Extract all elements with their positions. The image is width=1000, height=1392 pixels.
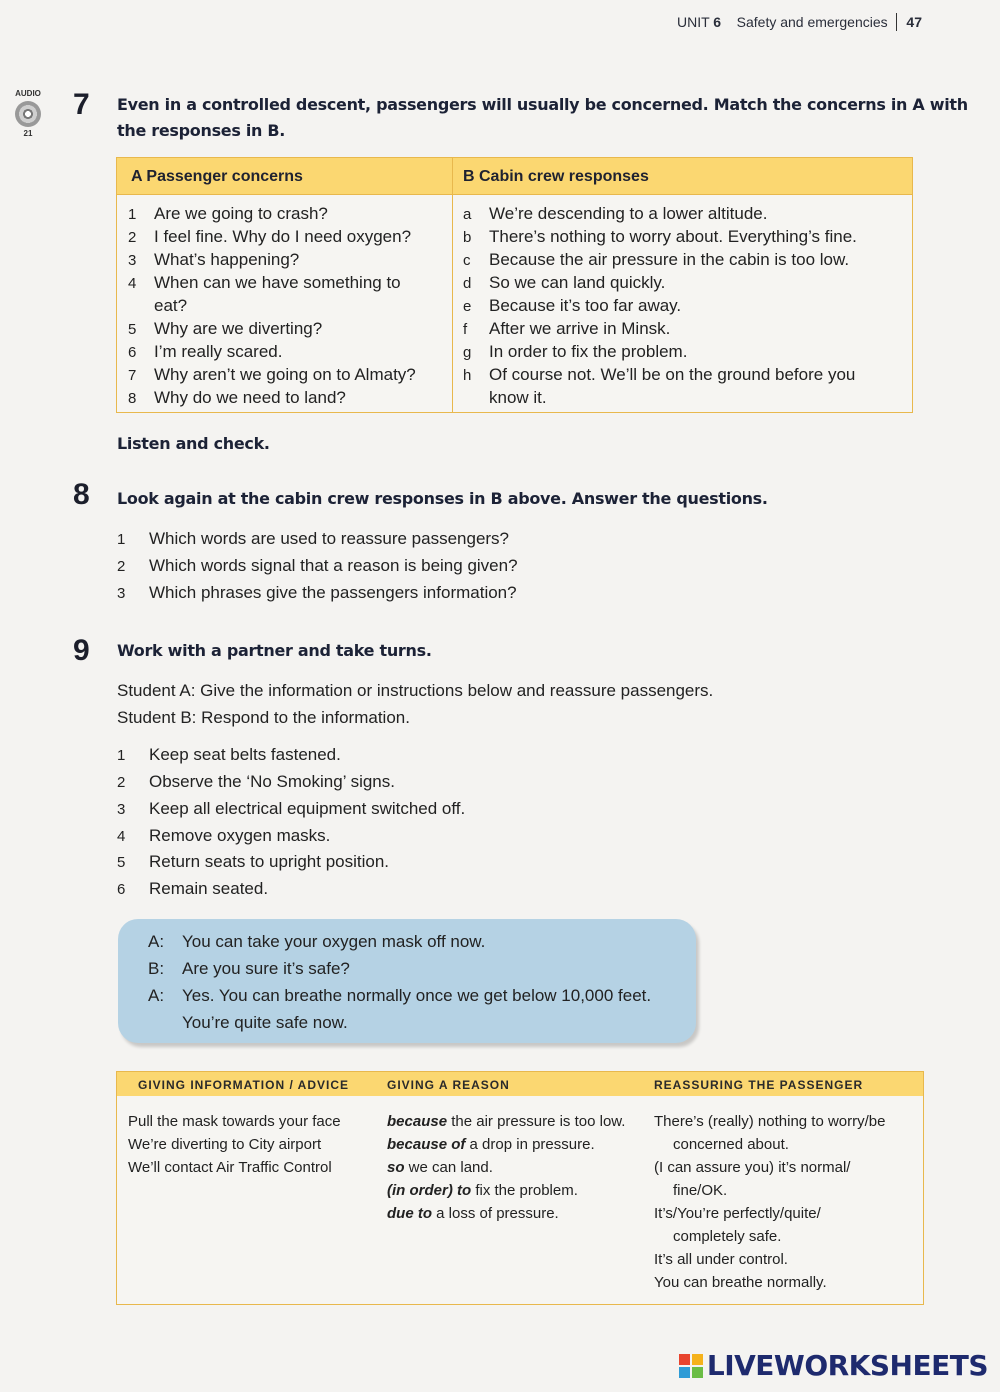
instruction-item [117, 826, 330, 846]
item-letter: h [463, 367, 472, 384]
reason-phrase [387, 1133, 595, 1156]
item-text: I feel fine. Why do I need oxygen? [154, 227, 412, 246]
item-letter: f [463, 321, 468, 338]
concern-item[interactable] [128, 340, 282, 364]
matching-table [116, 157, 913, 413]
dialogue-text: You can take your oxygen mask off now. [182, 932, 486, 951]
item-text: Are we going to crash? [154, 204, 328, 223]
item-number: 5 [128, 321, 137, 338]
item-text: There’s nothing to worry about. Everything’s fine. [489, 227, 857, 246]
item-text: When can we have something to [154, 273, 401, 292]
model-dialogue-box [118, 919, 696, 1043]
question-item [117, 556, 518, 576]
reason-phrase [387, 1156, 493, 1179]
column-divider [452, 158, 453, 412]
item-number: 3 [117, 585, 126, 602]
instruction-item [117, 852, 389, 872]
item-number: 1 [117, 531, 126, 548]
reason-rest: the air pressure is too low. [447, 1113, 626, 1130]
student-a-role: Student A: Give the information or instructions below and reassure passengers. [117, 681, 714, 700]
reassuring-phrase: concerned about. [673, 1136, 789, 1153]
item-text: Which words are used to reassure passengers? [149, 529, 510, 548]
response-item[interactable] [463, 317, 670, 341]
reassuring-phrase: It’s/You’re perfectly/quite/ [654, 1205, 821, 1222]
logo-blocks-icon [679, 1354, 703, 1378]
dialogue-line [148, 986, 651, 1006]
item-text: Why aren’t we going on to Almaty? [154, 365, 416, 384]
question-item [117, 583, 517, 603]
dialogue-line [148, 1013, 348, 1033]
instruction-item [117, 772, 395, 792]
item-text: Observe the ‘No Smoking’ signs. [149, 772, 395, 791]
exercise-7-number: 7 [73, 88, 90, 121]
item-letter: g [463, 344, 472, 361]
reason-phrase [387, 1110, 625, 1133]
item-text: Because it’s too far away. [489, 296, 682, 315]
item-number: 7 [128, 367, 137, 384]
audio-track-number: 21 [23, 129, 33, 138]
item-number: 3 [128, 252, 137, 269]
response-item-continuation: know it. [489, 388, 547, 407]
item-number: 2 [117, 558, 126, 575]
logo-block [692, 1367, 703, 1378]
column-b-header: B Cabin crew responses [463, 168, 649, 185]
reason-phrase [387, 1179, 578, 1202]
column-a-header: A Passenger concerns [131, 168, 303, 185]
item-number: 1 [117, 747, 126, 764]
item-letter: d [463, 275, 472, 292]
reason-rest: a loss of pressure. [432, 1205, 559, 1222]
dialogue-text: You’re quite safe now. [182, 1013, 348, 1032]
item-text: In order to fix the problem. [489, 342, 688, 361]
item-number: 6 [128, 344, 137, 361]
running-header [677, 13, 922, 31]
unit-number: 6 [713, 14, 722, 30]
dialogue-line [148, 932, 485, 952]
reassuring-phrase: (I can assure you) it’s normal/ [654, 1159, 851, 1176]
item-text: Why do we need to land? [154, 388, 346, 407]
item-text: I’m really scared. [154, 342, 283, 361]
logo-block [679, 1367, 690, 1378]
language-reference-box [116, 1071, 924, 1305]
reason-keyword: so [387, 1159, 405, 1176]
reason-keyword: (in order) to [387, 1182, 472, 1199]
item-text: We’re descending to a lower altitude. [489, 204, 768, 223]
dialogue-text: Yes. You can breathe normally once we get below 10,000 feet. [182, 986, 652, 1005]
item-text: Keep all electrical equipment switched off. [149, 799, 466, 818]
item-text: Which phrases give the passengers information? [149, 583, 517, 602]
concern-item[interactable] [128, 271, 401, 295]
item-text: Return seats to upright position. [149, 852, 390, 871]
audio-label: AUDIO [15, 89, 41, 98]
reason-keyword: due to [387, 1205, 432, 1222]
item-text: Why are we diverting? [154, 319, 323, 338]
concern-item[interactable] [128, 363, 416, 387]
item-number: 8 [128, 390, 137, 407]
exercise-7-instruction-line2: the responses in B. [117, 121, 286, 140]
listen-and-check: Listen and check. [117, 434, 270, 453]
cd-icon [15, 101, 41, 127]
reason-phrase [387, 1202, 559, 1225]
logo-block [679, 1354, 690, 1365]
exercise-8-number: 8 [73, 478, 90, 511]
unit-label: UNIT [676, 14, 710, 30]
response-item[interactable] [463, 340, 687, 364]
student-b-role: Student B: Respond to the information. [117, 708, 410, 727]
liveworksheets-logo [679, 1349, 988, 1382]
exercise-9-instruction: Work with a partner and take turns. [117, 641, 432, 660]
response-item[interactable] [463, 225, 857, 249]
exercise-8-instruction: Look again at the cabin crew responses in B above. Answer the questions. [117, 489, 768, 508]
reason-rest: fix the problem. [471, 1182, 578, 1199]
col-information-header: GIVING INFORMATION / ADVICE [138, 1078, 350, 1092]
response-item[interactable] [463, 271, 665, 295]
item-letter: a [463, 206, 472, 223]
item-number: 1 [128, 206, 137, 223]
concern-item[interactable] [128, 317, 322, 341]
page-number: 47 [906, 14, 922, 30]
reason-rest: we can land. [404, 1159, 493, 1176]
logo-block [692, 1354, 703, 1365]
concern-item[interactable] [128, 386, 346, 410]
response-item[interactable] [463, 202, 767, 226]
item-text: So we can land quickly. [489, 273, 666, 292]
reassuring-phrase: fine/OK. [673, 1182, 728, 1199]
dialogue-text: Are you sure it’s safe? [182, 959, 350, 978]
concern-item-continuation: eat? [154, 296, 188, 315]
item-text: Remove oxygen masks. [149, 826, 331, 845]
speaker-label: A: [148, 986, 165, 1005]
item-text: Remain seated. [149, 879, 269, 898]
speaker-label: A: [148, 932, 165, 951]
reassuring-phrase: It’s all under control. [654, 1251, 788, 1268]
item-text: What’s happening? [154, 250, 300, 269]
item-letter: b [463, 229, 472, 246]
exercise-7-instruction-line1: Even in a controlled descent, passengers will usually be concerned. Match the concerns in A with [117, 95, 968, 114]
reason-rest: a drop in pressure. [465, 1136, 595, 1153]
col-reason-header: GIVING A REASON [387, 1078, 510, 1092]
info-phrase: We’ll contact Air Traffic Control [128, 1159, 332, 1176]
audio-track-badge[interactable] [12, 89, 44, 138]
concern-item[interactable] [128, 248, 299, 272]
header-divider [896, 13, 897, 31]
item-text: Keep seat belts fastened. [149, 745, 341, 764]
speaker-label: B: [148, 959, 165, 978]
reassuring-phrase: There’s (really) nothing to worry/be [654, 1113, 886, 1130]
item-letter: c [463, 252, 471, 269]
concern-item[interactable] [128, 202, 328, 226]
item-text: After we arrive in Minsk. [489, 319, 671, 338]
item-number: 2 [128, 229, 137, 246]
reassuring-phrase: You can breathe normally. [654, 1274, 827, 1291]
reason-keyword: because [387, 1113, 448, 1130]
item-number: 2 [117, 774, 126, 791]
logo-wordmark: LIVEWORKSHEETS [706, 1349, 988, 1382]
instruction-item [117, 745, 341, 765]
response-item[interactable] [463, 248, 849, 272]
exercise-9-number: 9 [73, 634, 90, 667]
dialogue-line [148, 959, 350, 979]
instruction-item [117, 799, 465, 819]
question-item [117, 529, 509, 549]
item-number: 5 [117, 854, 126, 871]
item-text: Because the air pressure in the cabin is too low. [489, 250, 850, 269]
response-item[interactable] [463, 363, 855, 387]
item-text: Of course not. We’ll be on the ground before you [489, 365, 856, 384]
item-number: 3 [117, 801, 126, 818]
col-reassuring-header: REASSURING THE PASSENGER [654, 1078, 864, 1092]
reason-keyword: because of [387, 1136, 466, 1153]
response-item[interactable] [463, 294, 681, 318]
info-phrase: Pull the mask towards your face [128, 1113, 341, 1130]
instruction-item [117, 879, 268, 899]
item-number: 4 [128, 275, 137, 292]
reassuring-phrase: completely safe. [673, 1228, 782, 1245]
info-phrase: We’re diverting to City airport [128, 1136, 322, 1153]
item-text: Which words signal that a reason is being given? [149, 556, 518, 575]
item-number: 6 [117, 881, 126, 898]
unit-title: Safety and emergencies [736, 14, 888, 30]
item-letter: e [463, 298, 472, 315]
item-number: 4 [117, 828, 126, 845]
concern-item[interactable] [128, 225, 411, 249]
